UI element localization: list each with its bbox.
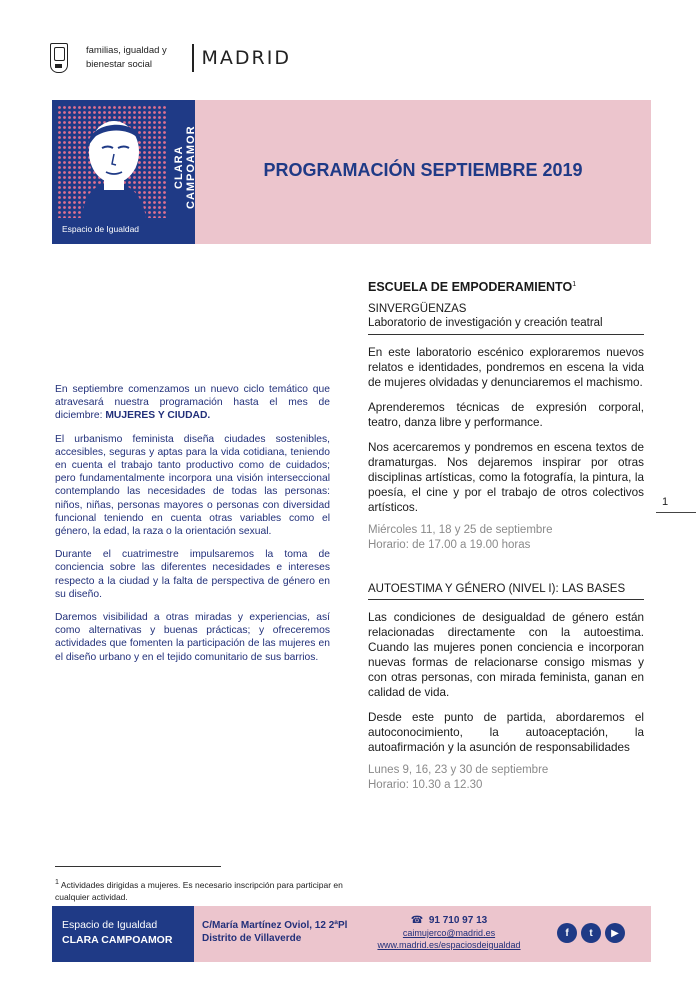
banner xyxy=(52,100,651,244)
activity-1-paragraph-1: En este laboratorio escénico exploraremos nuevos relatos e identidades, pondremos en escena la vida de mujeres olvidadas y denunciaremos el machismo. xyxy=(368,346,644,389)
phone-icon: ☎ xyxy=(410,915,424,926)
activity-1-paragraph-3: Nos acercaremos y pondremos en escena textos de dramaturgas. Nos dejaremos inspirar por otras disciplinas artísticas, como la fotografía, la pintura, la poesía, el cine y por el trabajo de otros colectivos artísticos. xyxy=(368,441,644,514)
page-number-rule xyxy=(656,512,696,513)
intro-column xyxy=(55,383,330,674)
footnote-text: Actividades dirigidas a mujeres. Es necesario inscripción para participar en cualquier actividad. xyxy=(55,879,343,902)
madrid-crest-icon xyxy=(50,43,68,73)
logo-vertical-text: CLARA CAMPOAMOR xyxy=(173,125,197,209)
footnote-reference[interactable]: 1 xyxy=(572,280,577,288)
intro-paragraph-3: Durante el cuatrimestre impulsaremos la toma de conciencia sobre las diferentes necesidades e intereses respecto a la ciudad y la falta de perspectiva de género en su diseño. xyxy=(55,549,330,600)
footer-brand-line-1: Espacio de Igualdad xyxy=(62,919,158,931)
program-column xyxy=(368,280,644,793)
email-link[interactable]: caimujerco@madrid.es xyxy=(402,928,496,938)
activity-1-subtitle: Laboratorio de investigación y creación teatral xyxy=(368,316,644,335)
intro-paragraph-1 xyxy=(55,383,330,423)
page-title: PROGRAMACIÓN SEPTIEMBRE 2019 xyxy=(263,160,583,180)
address-line-1: C/María Martínez Oviol, 12 2ªPl xyxy=(202,920,348,931)
logo-subtitle: Espacio de Igualdad xyxy=(62,224,140,234)
activity-2-name: AUTOESTIMA Y GÉNERO (NIVEL I): LAS BASES xyxy=(368,583,644,600)
page-number: 1 xyxy=(662,496,669,508)
footer-contact xyxy=(364,915,534,951)
department-line-1: familias, igualdad y xyxy=(86,45,167,56)
department-name xyxy=(86,44,186,72)
intro-paragraph-2: El urbanismo feminista diseña ciudades sostenibles, accesibles, seguras y aptas para la vida cotidiana, teniendo en cuenta el trabajo tanto productivo como de cuidados; pero fundamentalmente incorpora una visión interseccional contemplando las necesidades de todas las personas: niños, niñas, personas mayores o personas con diversidad funcional teniendo en cuenta otras variables como el género, la edad, la raza o la orientación sexual. xyxy=(55,433,330,538)
section-title-text: ESCUELA DE EMPODERAMIENTO xyxy=(368,280,573,294)
social-links xyxy=(557,923,625,943)
activity-1-name: SINVERGÜENZAS xyxy=(368,303,467,315)
activity-1-dates: Miércoles 11, 18 y 25 de septiembre xyxy=(368,524,553,536)
footer xyxy=(52,906,651,962)
activity-1-hours: Horario: de 17.00 a 19.00 horas xyxy=(368,539,531,551)
intro-p1-text: En septiembre comenzamos un nuevo ciclo temático que atravesará nuestra programación hasta el mes de diciembre: xyxy=(55,384,330,422)
footer-brand-line-2: CLARA CAMPOAMOR xyxy=(62,934,173,946)
activity-2-schedule xyxy=(368,763,644,793)
clara-campoamor-logo xyxy=(52,100,195,244)
phone-number: 91 710 97 13 xyxy=(428,915,488,926)
activity-2-paragraph-2: Desde este punto de partida, abordaremos el autoconocimiento, la autoaceptación, la autoafirmación y la asunción de responsabilidades xyxy=(368,711,644,754)
youtube-icon[interactable]: ▶ xyxy=(605,923,625,943)
twitter-icon[interactable]: t xyxy=(581,923,601,943)
intro-paragraph-4: Daremos visibilidad a otras miradas y experiencias, así como alternativas y buenas prácticas; y ofreceremos actividades que fomenten la participación de las mujeres en el diseño urbano y en el tejido comunitario de sus barrios. xyxy=(55,612,330,663)
activity-2-hours: Horario: 10.30 a 12.30 xyxy=(368,779,483,791)
footer-address xyxy=(202,919,347,945)
activity-1-header xyxy=(368,302,644,335)
activity-1-paragraph-2: Aprenderemos técnicas de expresión corporal, teatro, danza libre y performance. xyxy=(368,401,644,429)
address-line-2: Distrito de Villaverde xyxy=(202,933,302,944)
footnote-mark: 1 xyxy=(55,878,59,886)
madrid-header xyxy=(50,40,291,76)
header-divider xyxy=(192,44,194,72)
department-line-2: bienestar social xyxy=(86,59,153,70)
activity-2-paragraph-1: Las condiciones de desigualdad de género están relacionadas directamente con la autoestima. Cuando las mujeres ponen conciencia e incorporan nuevas formas de relacionarse consigo mismas y con otras personas, con mirada feminista, ganan en calidad de vida. xyxy=(368,611,644,699)
facebook-icon[interactable]: f xyxy=(557,923,577,943)
web-link[interactable]: www.madrid.es/espaciosdeigualdad xyxy=(377,940,521,950)
footer-brand-box xyxy=(52,906,194,962)
activity-1-schedule xyxy=(368,523,644,553)
phone-line[interactable] xyxy=(364,915,534,927)
section-title xyxy=(368,280,644,294)
activity-2-dates: Lunes 9, 16, 23 y 30 de septiembre xyxy=(368,764,549,776)
madrid-wordmark: MADRID xyxy=(201,47,291,69)
footnote xyxy=(55,876,345,903)
intro-p1-highlight: MUJERES Y CIUDAD. xyxy=(105,410,211,422)
footnote-divider xyxy=(55,866,221,867)
